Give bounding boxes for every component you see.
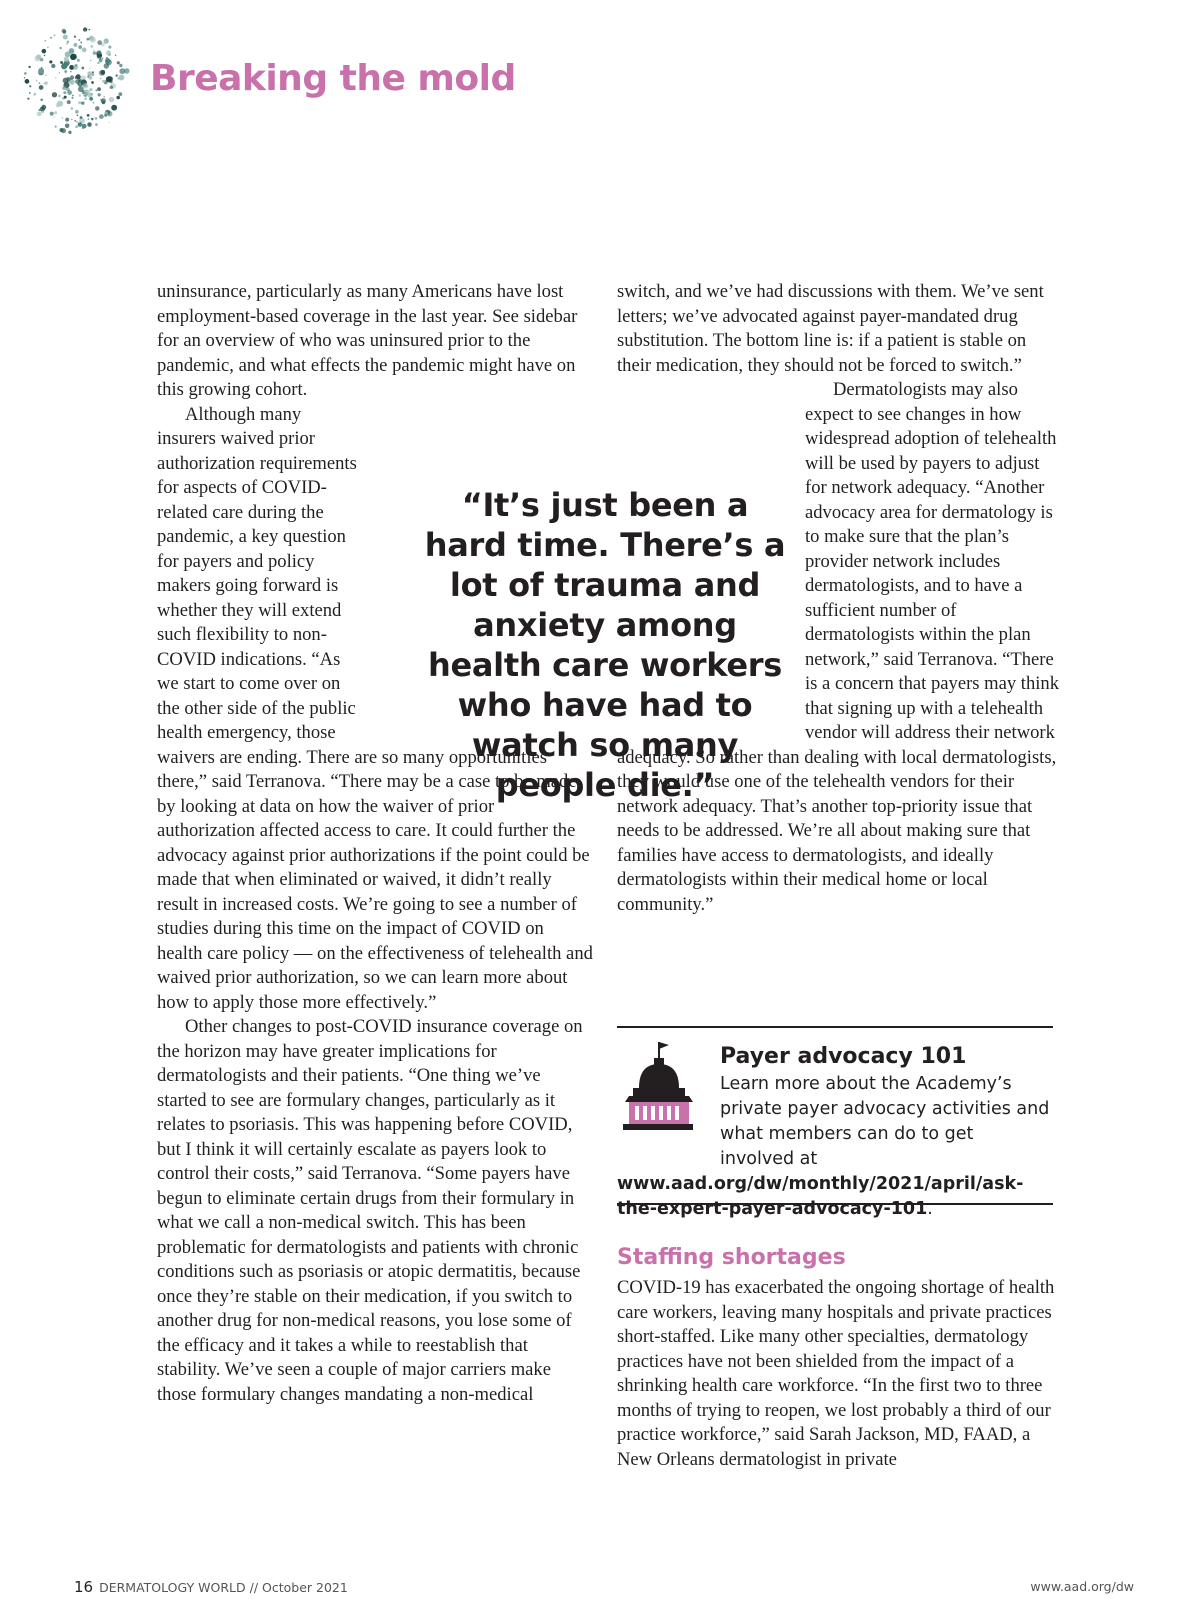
payer-advocacy-sidebar <box>617 1026 1053 1219</box>
sidebar-title: Payer advocacy 101 <box>720 1044 967 1069</box>
publication-name: DERMATOLOGY WORLD // October 2021 <box>99 1580 348 1595</box>
pull-quote: “It’s just been a hard time. There’s a lot of trauma and anxiety among health care workers who have had to watch so many people die.” <box>424 486 786 804</box>
article-paragraph: Other changes to post-COVID insurance coverage on the horizon may have greater implications for dermatologists and their patients. “One thing we’ve started to see are formulary changes, particularly as it relates to psoriasis. This was happening before COVID, but I think it will certainly escalate as payers look to control their costs,” said Terranova. “Some payers have begun to eliminate certain drugs from their formulary in what we call a non-medical switch. This has been problematic for dermatologists and patients with chronic conditions such as psoriasis or atopic dermatitis, because once they’re stable on their medication, if you switch to another drug for non-medical reasons, you lose some of the efficacy and it takes a while to reestablish that stability. We’ve seen a couple of major carriers make those formulary changes mandating a non-medical <box>157 1016 583 1405</box>
article-paragraph: Dermatologists may also expect to see changes in how widespread adoption of telehealth will be used by payers to adjust for network adequacy. “Another advocacy area for dermatology is to make sure that the plan’s provider network includes dermatologists, and to have a sufficient number of dermatologists within the plan network,” said Terranova. “There is a concern that payers may think that signing up with a telehealth vendor will address their network adequacy. So rather than dealing with local dermatologists, they would use one of the telehealth vendors for their network adequacy. That’s another top-priority issue that needs to be addressed. We’re all about making sure that families have access to dermatologists, and ideally dermatologists within their medical home or local community.” <box>617 379 1060 915</box>
staffing-shortages-section <box>617 1244 1057 1472</box>
section-title: Breaking the mold <box>150 58 516 99</box>
article-paragraph: switch, and we’ve had discussions with them. We’ve sent letters; we’ve advocated against payer-mandated drug substitution. The bottom line is: if a patient is stable on their medication, they should not be forced to switch.” <box>617 281 1044 376</box>
page-number: 16 <box>74 1578 94 1596</box>
footer-url: www.aad.org/dw <box>1030 1579 1134 1594</box>
article-paragraph: COVID-19 has exacerbated the ongoing shortage of health care workers, leaving many hospitals and private practices short-staffed. Like many other specialties, dermatology practices have not been shielded from the impact of a shrinking health care workforce. “In the first two to three months of trying to reopen, we lost probably a third of our practice workforce,” said Sarah Jackson, MD, FAAD, a New Orleans dermatologist in private <box>617 1277 1055 1470</box>
footer-publication <box>74 1578 348 1596</box>
article-left-column <box>157 280 593 1407</box>
article-paragraph: uninsurance, particularly as many Americans have lost employment-based coverage in the last year. See sidebar for an overview of who was uninsured prior to the pandemic, and what effects the pandemic might have on this growing cohort. <box>157 281 578 400</box>
sidebar-text: Learn more about the Academy’s private payer advocacy activities and what members can do to get involved at www.aad.org/dw/monthly/2021/april/ask-the-expert-payer-advocacy-101. <box>617 1074 1050 1219</box>
mold-spore-icon <box>18 22 136 140</box>
article-paragraph: Although many insurers waived prior authorization requirements for aspects of COVID-related care during the pandemic, a key question for payers and policy makers going forward is whether they will extend such flexibility to non-COVID indications. “As we start to come over on the other side of the public health emergency, those waivers are ending. There are so many opportunities there,” said Terranova. “There may be a case to be made by looking at data on how the waiver of prior authorization affected access to care. It could further the advocacy against prior authorizations if the point could be made that when eliminated or waived, it didn’t really result in increased costs. We’re going to see a number of studies during this time on the impact of COVID on health care policy — on the effectiveness of telehealth and waived prior authorization, so we can learn more about how to apply those more effectively.” <box>157 403 593 1013</box>
payer-advocacy-link[interactable]: www.aad.org/dw/monthly/2021/april/ask-the-expert-payer-advocacy-101 <box>617 1174 1024 1219</box>
section-heading: Staffing shortages <box>617 1245 846 1270</box>
